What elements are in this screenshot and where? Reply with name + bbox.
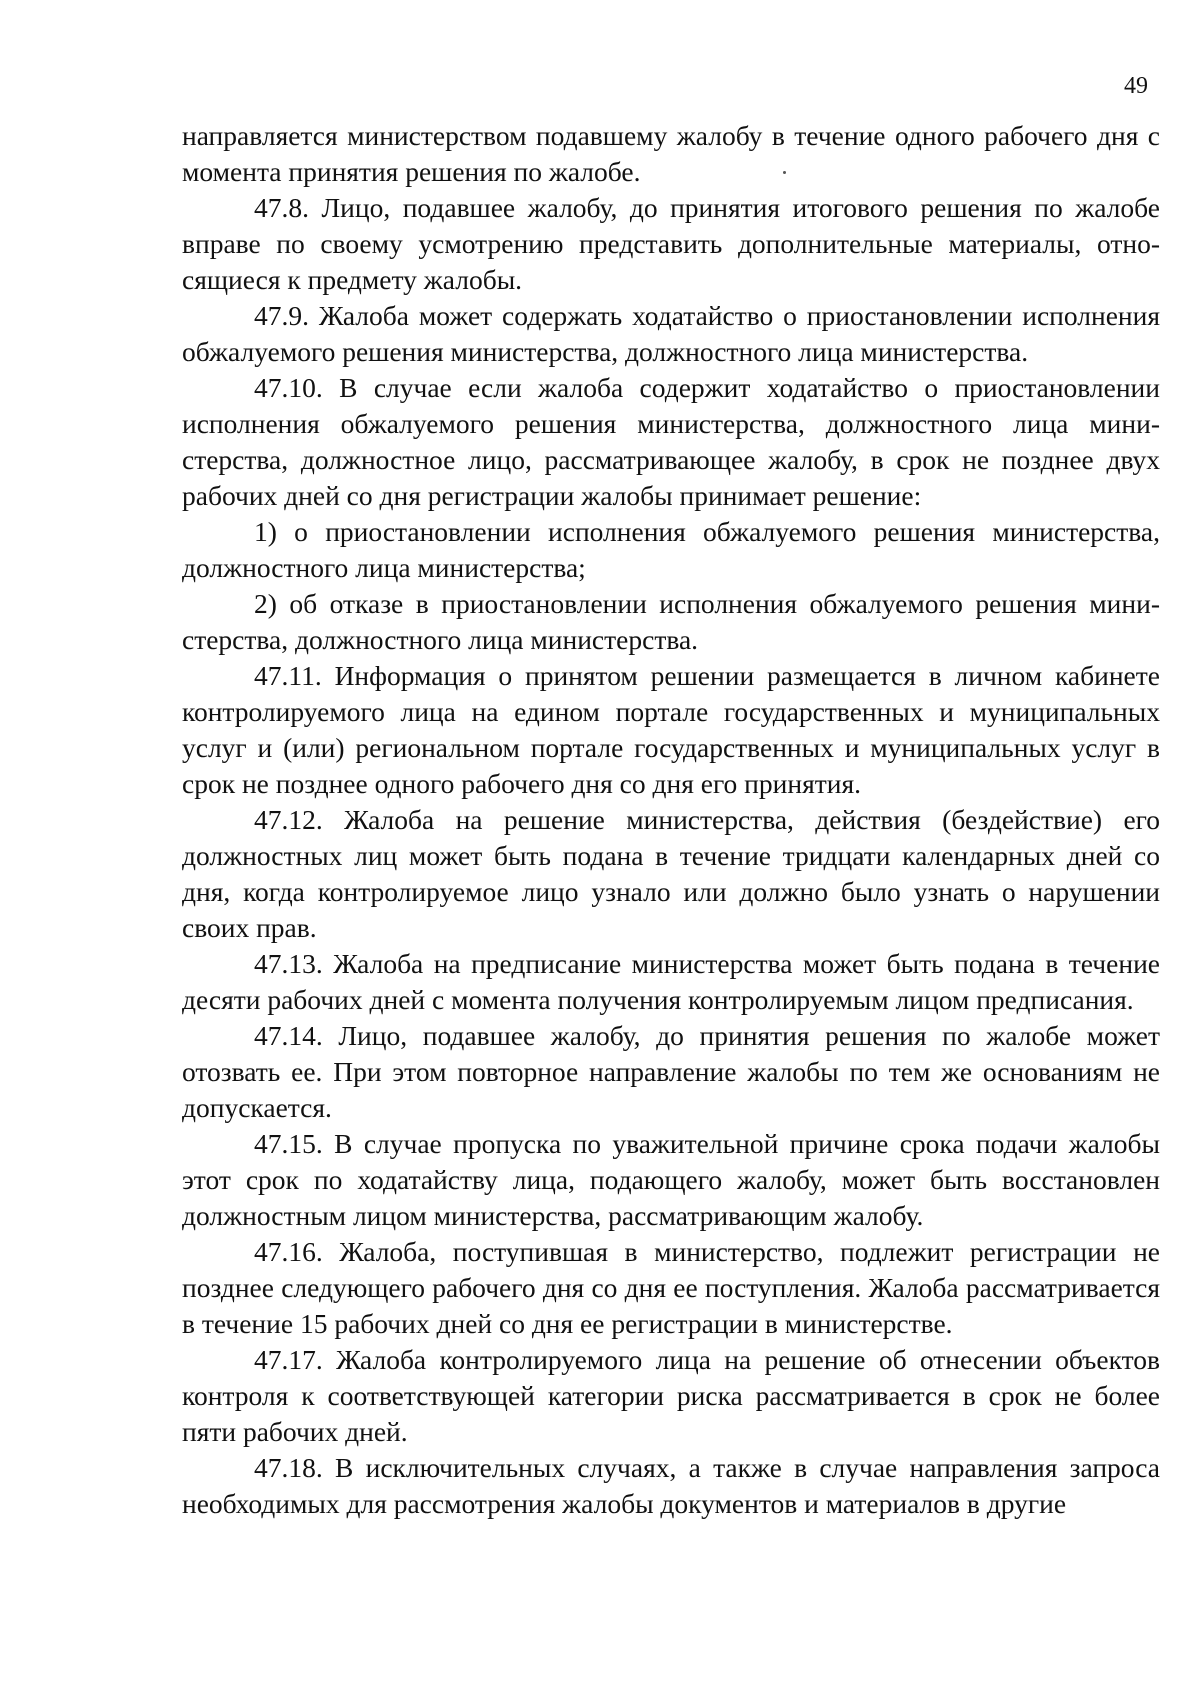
paragraph-47-17: 47.17. Жалоба контролируемого лица на решение об отнесении объектов контроля к соответствующей категории риска рассматривается в срок не более пяти рабочих дней. [182,1344,1160,1447]
paragraph-47-14: 47.14. Лицо, подавшее жалобу, до принятия решения по жалобе может отозвать ее. При этом повторное направление жалобы по тем же основаниям не допускается. [182,1020,1160,1123]
paragraph-47-18: 47.18. В исключительных случаях, а также в случае направления запроса необходимых для рассмотрения жалобы документов и материалов в другие [182,1452,1160,1519]
paragraph-47-8: 47.8. Лицо, подавшее жалобу, до принятия итогового решения по жалобе вправе по своему усмотрению представить дополнительные материалы, относящиеся к предмету жалобы. [182,192,1160,295]
paragraph-47-11: 47.11. Информация о принятом решении размещается в личном кабинете контролируемого лица на едином портале государственных и муниципальных услуг и (или) региональном портале государственных и муниципальных услуг в срок не позднее одного рабочего дня со дня его принятия. [182,660,1160,799]
list-item-2: 2) об отказе в приостановлении исполнения обжалуемого решения министерства, должностного лица министерства. [182,588,1160,655]
paragraph-47-13: 47.13. Жалоба на предписание министерства может быть подана в течение десяти рабочих дней с момента получения контролируемым лицом предписания. [182,948,1160,1015]
paragraph-47-16: 47.16. Жалоба, поступившая в министерство, подлежит регистрации не позднее следующего рабочего дня со дня ее поступления. Жалоба рассматривается в течение 15 рабочих дней со дня ее регистрации в министерстве. [182,1236,1160,1339]
paragraph-47-12: 47.12. Жалоба на решение министерства, действия (бездействие) его должностных лиц может быть подана в течение тридцати календарных дней со дня, когда контролируемое лицо узнало или должно было узнать о нарушении своих прав. [182,804,1160,943]
document-body [182,118,1160,1522]
paragraph-47-10: 47.10. В случае если жалоба содержит ходатайство о приостановлении исполнения обжалуемого решения министерства, должностного лица министерства, должностное лицо, рассматривающее жалобу, в срок не позднее двух рабочих дней со дня регистрации жалобы принимает решение: [182,372,1160,511]
paragraph-47-9: 47.9. Жалоба может содержать ходатайство о приостановлении исполнения обжалуемого решения министерства, должностного лица министерства. [182,300,1160,367]
list-item-1: 1) о приостановлении исполнения обжалуемого решения министерства, должностного лица министерства; [182,516,1160,583]
page-number: 49 [1124,73,1148,99]
paragraph-continuation: направляется министерством подавшему жалобу в течение одного рабочего дня с момента принятия решения по жалобе. [182,120,1160,187]
paragraph-47-15: 47.15. В случае пропуска по уважительной причине срока подачи жалобы этот срок по ходатайству лица, подающего жалобу, может быть восстановлен должностным лицом министерства, рассматривающим жалобу. [182,1128,1160,1231]
